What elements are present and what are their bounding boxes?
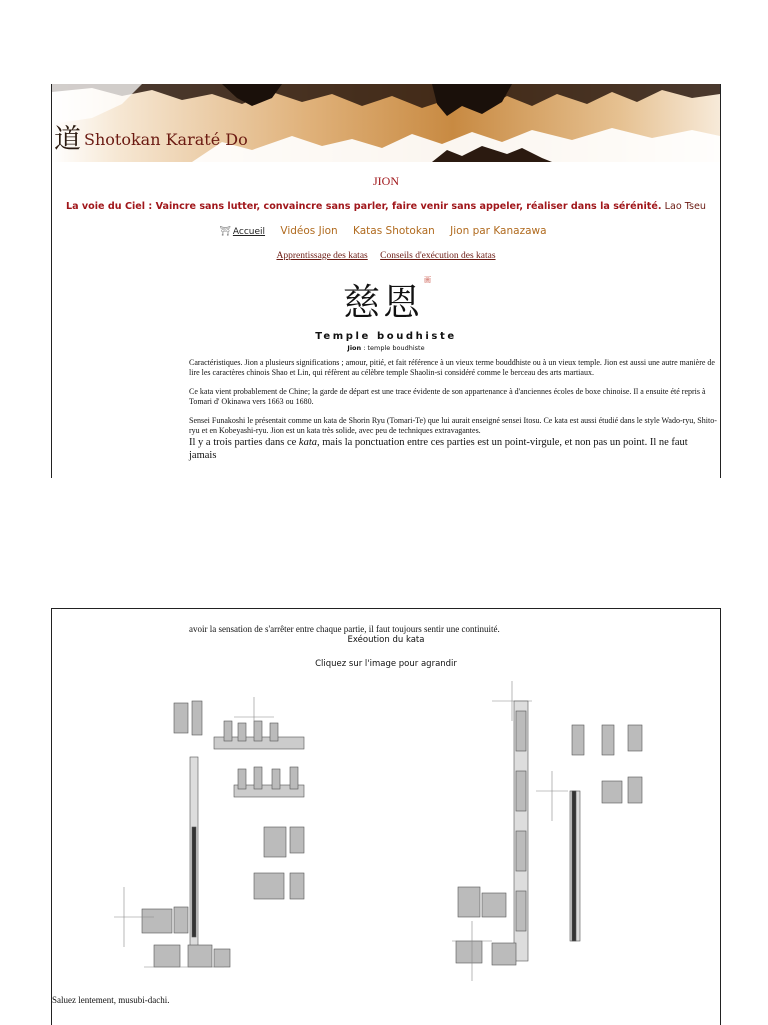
main-nav [52,225,720,237]
logo-text: Shotokan Karaté Do [84,130,248,149]
document-page-2 [51,608,721,1025]
quote-text: La voie du Ciel : Vaincre sans lutter, convaincre sans parler, faire venir sans appeler, réaliser dans la sérénité. [66,201,662,212]
sub-nav [52,251,720,261]
kata-diagram-left[interactable] [114,677,319,977]
subheading-rest: : temple boudhiste [361,344,425,352]
paragraph-origin: Ce kata vient probablement de Chine; la garde de départ est une trace évidente de son appartenance à d'anciennes écoles de boxe chinoise. Il a ensuite été repris à Tomari d' Okinawa vers 1663 ou 1680. [189,387,706,406]
nav-link-katas-shotokan[interactable]: Katas Shotokan [353,225,435,237]
paragraph-parts-em: kata [298,437,317,448]
nav-link-jion-kanazawa[interactable]: Jion par Kanazawa [450,225,547,237]
quote-line [52,201,720,212]
kata-diagram-right[interactable] [452,681,657,981]
continuation-text: avoir la sensation de s'arrêter entre chaque partie, il faut toujours sentir une continuité. [189,624,500,634]
nav-link-home[interactable]: Accueil [232,227,266,237]
red-seal-stamp: 画 [424,276,431,284]
execution-heading: Exéoution du kata [347,635,425,645]
kata-sequence-figures-left [114,677,319,977]
quote-author: Lao Tseu [664,201,706,212]
torii-icon: ⛩ [219,227,231,237]
paragraph-characteristics: Caractéristiques. Jion a plusieurs significations ; amour, pitié, et fait référence à un vieux terme bouddhiste ou à un vieux temple. Jion est aussi une autre manière de lire les caractères chinois Shao et Lin, qui réfèrent au célèbre temple Shaolin-si considéré comme le berceau des arts martiaux. [189,358,715,377]
kata-sequence-figures-right [452,681,657,981]
salute-instruction: Saluez lentement, musubi-dachi. [52,995,170,1005]
click-to-enlarge-hint: Cliquez sur l'image pour agrandir [315,659,457,669]
site-banner [52,84,720,162]
logo-kanji: 道 [54,124,81,155]
jion-kanji-calligraphy: 慈恩 [343,281,423,324]
page-title: JION [373,174,399,188]
section-heading: Temple boudhiste [315,331,457,342]
section-subheading [52,344,720,352]
paragraph-funakoshi [189,416,717,436]
subheading-name: Jion [347,344,362,352]
article-body [189,358,717,471]
nav-link-videos-jion[interactable]: Vidéos Jion [280,225,338,237]
paragraph-parts [189,436,717,462]
paragraph-funakoshi-text: Sensei Funakoshi le présentait comme un kata de Shorin Ryu (Tomari-Te) que lui aurait enseigné sensei Itosu. Ce kata est aussi étudié dans le style Wado-ryu, Shito-ryu et en Kobeyashi-ryu. Jion est un kata très solide, avec peu de techniques extravagantes. [189,416,717,435]
paragraph-parts-a: Il y a trois parties dans ce [189,437,299,448]
paragraph-parts-b: , mais la ponctuation entre ces parties est un point-virgule, et non pas un point. Il ne faut jamais [189,437,688,461]
subnav-link-apprentissage[interactable]: Apprentissage des katas [276,251,368,261]
subnav-link-conseils[interactable]: Conseils d'exécution des katas [380,251,496,261]
site-logo[interactable] [54,126,248,153]
document-page-1 [51,84,721,478]
